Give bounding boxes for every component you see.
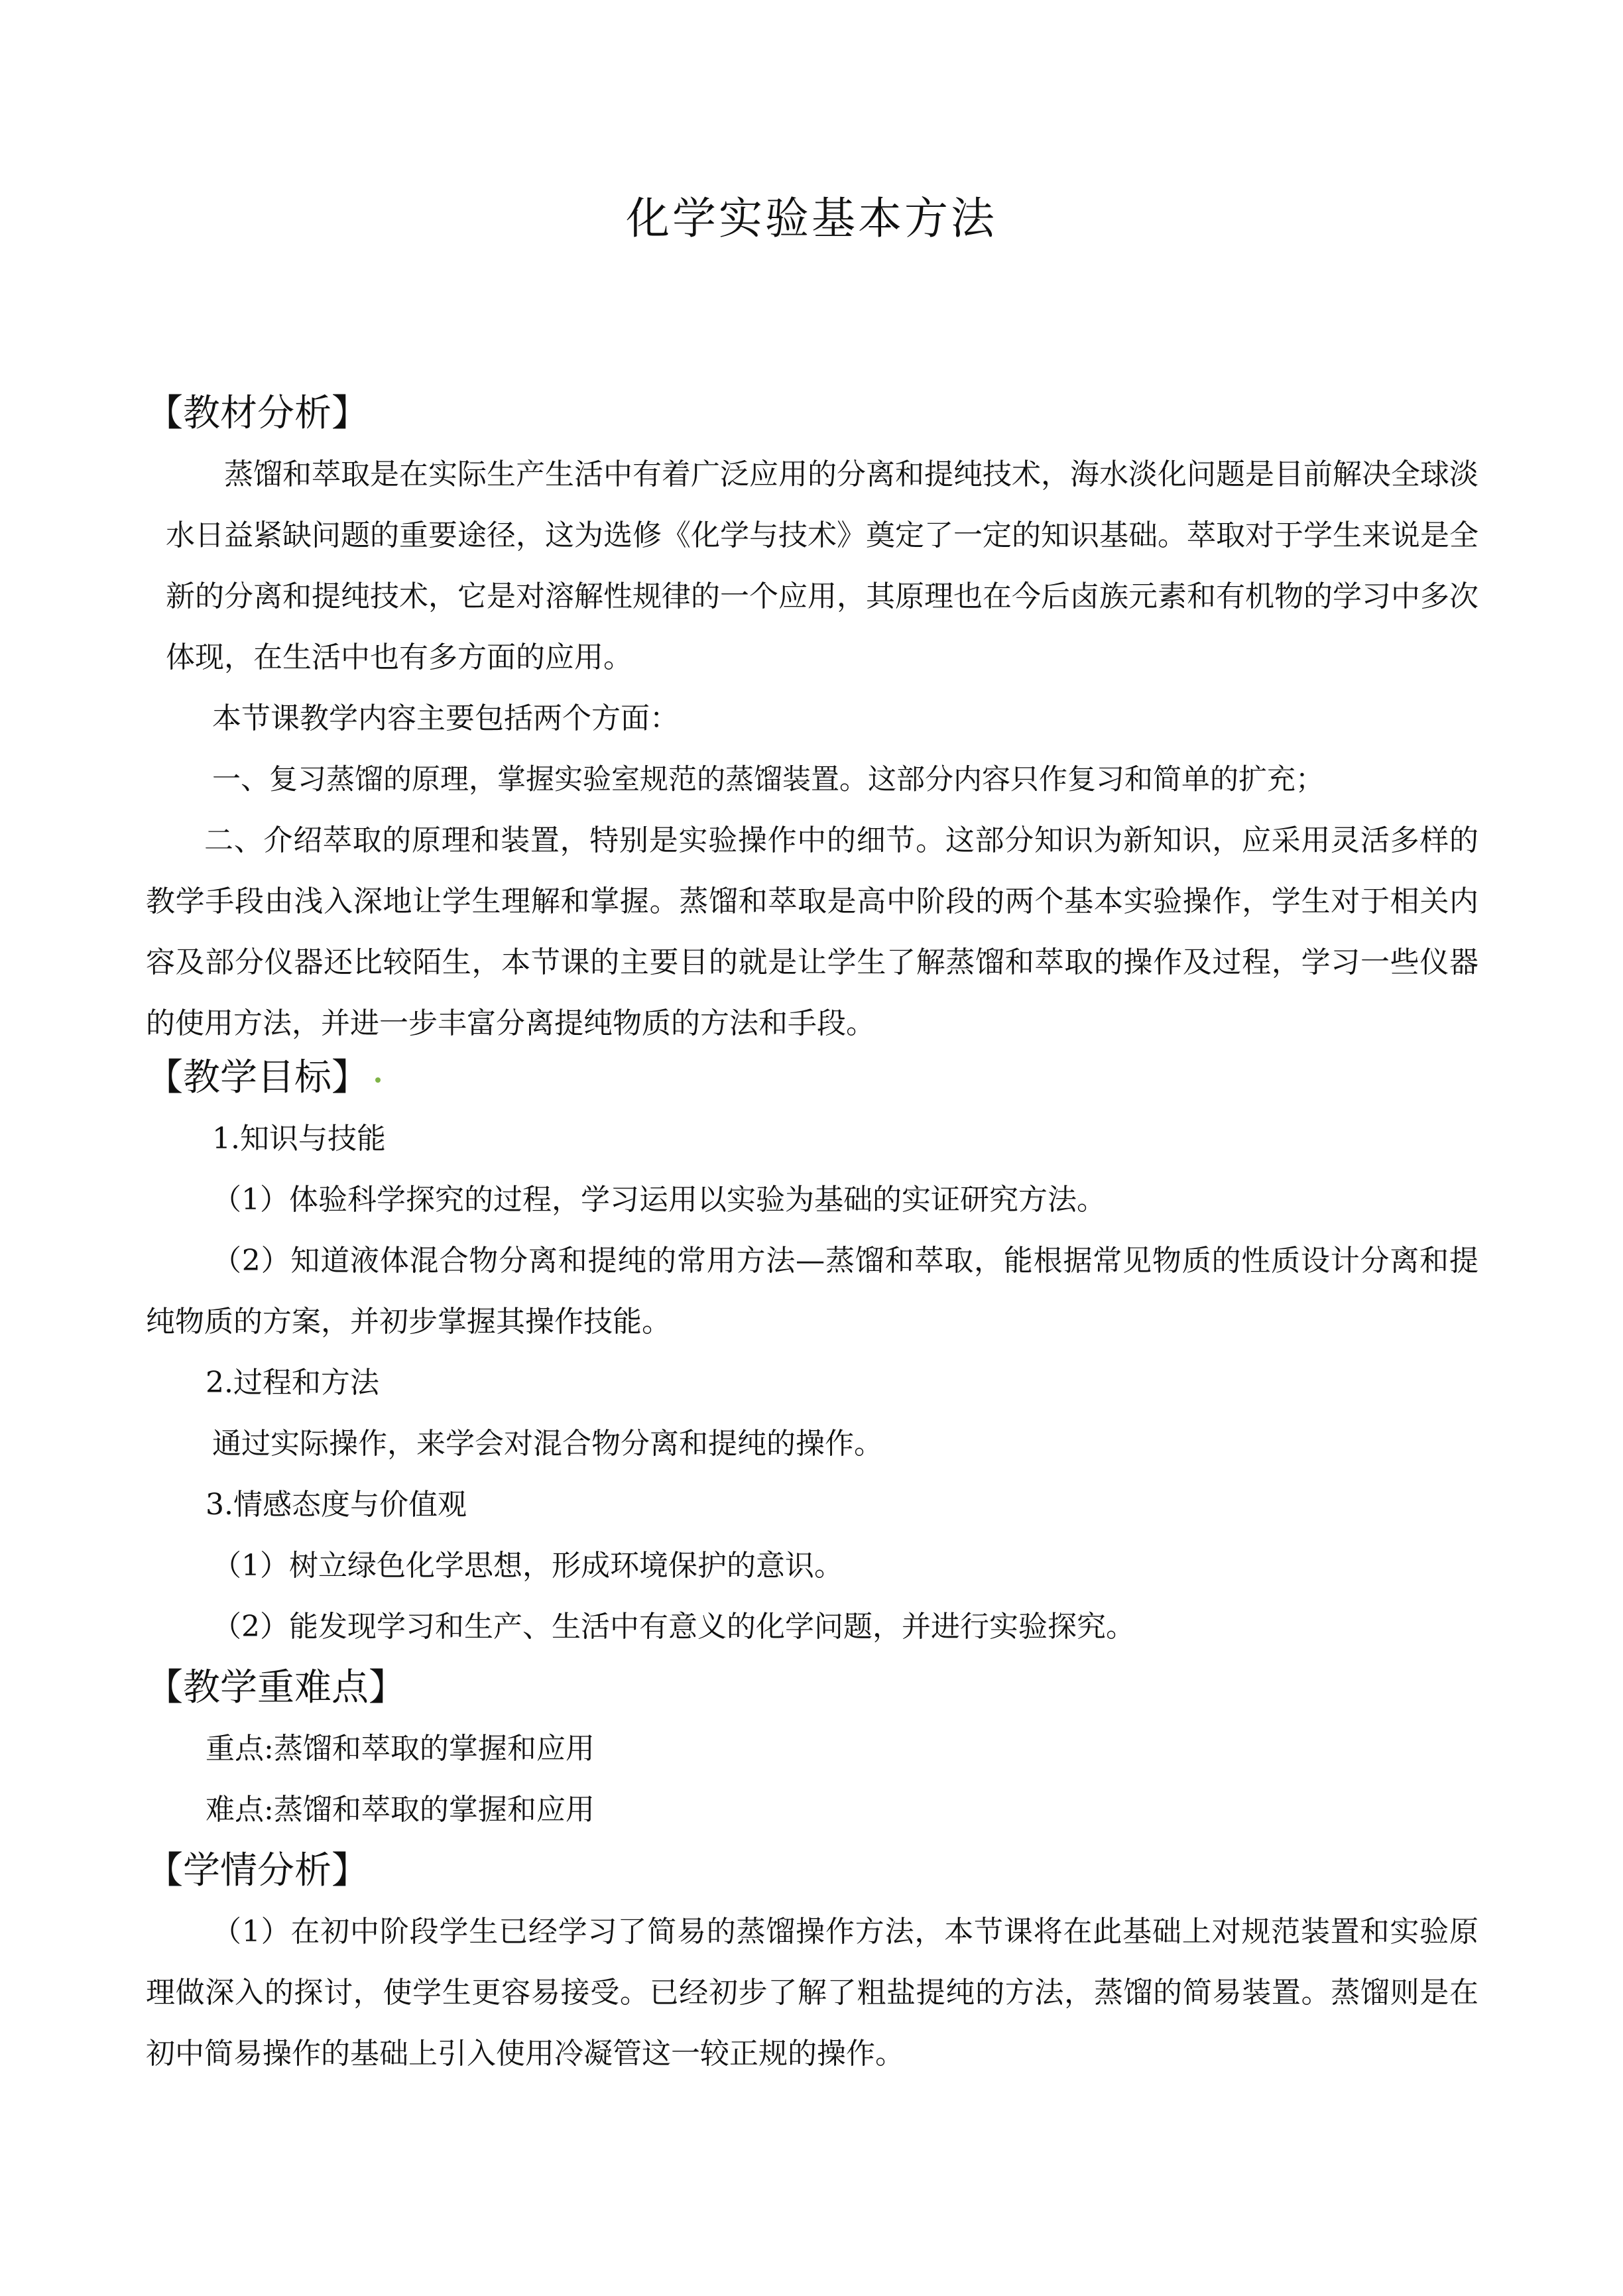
goal-emotion-values: 3.情感态度与价值观 [206, 1488, 467, 1522]
key-point-difficult: 难点:蒸馏和萃取的掌握和应用 [206, 1793, 595, 1827]
document-title: 化学实验基本方法 [626, 193, 997, 244]
section-key-points [146, 1658, 1478, 1841]
editor-mark-icon [375, 1077, 381, 1083]
goal-knowledge-skills: 1.知识与技能 [212, 1122, 386, 1156]
heading-teaching-goals [146, 1048, 1478, 1109]
paragraph-textbook-analysis-1: 蒸馏和萃取是在实际生产生活中有着广泛应用的分离和提纯技术，海水淡化问题是目前解决全球淡水日益紧缺问题的重要途径，这为选修《化学与技术》奠定了一定的知识基础。萃取对于学生来说是全新的分离和提纯技术，它是对溶解性规律的一个应用，其原理也在今后卤族元素和有机物的学习中多次体现，在生活中也有多方面的应用。 [166, 457, 1478, 674]
heading-key-points: 【教学重难点】 [146, 1666, 406, 1709]
heading-textbook-analysis: 【教材分析】 [146, 392, 369, 435]
goal-knowledge-item-2: （2）知道液体混合物分离和提纯的常用方法—蒸馏和萃取，能根据常见物质的性质设计分离和提纯物质的方案，并初步掌握其操作技能。 [146, 1244, 1478, 1339]
heading-teaching-goals-text: 【教学目标】 [146, 1056, 369, 1099]
paragraph-textbook-analysis-2: 本节课教学内容主要包括两个方面： [212, 701, 679, 735]
section-student-analysis [146, 1841, 1478, 2085]
goal-process-item-1: 通过实际操作，来学会对混合物分离和提纯的操作。 [212, 1427, 883, 1461]
goal-emotion-item-2: （2）能发现学习和生产、生活中有意义的化学问题，并进行实验探究。 [212, 1610, 1135, 1644]
section-teaching-goals [146, 1048, 1478, 1658]
heading-student-analysis: 【学情分析】 [146, 1849, 369, 1892]
paragraph-textbook-analysis-4: 二、介绍萃取的原理和装置，特别是实验操作中的细节。这部分知识为新知识，应采用灵活多样的教学手段由浅入深地让学生理解和掌握。蒸馏和萃取是高中阶段的两个基本实验操作，学生对于相关内容及部分仪器还比较陌生，本节课的主要目的就是让学生了解蒸馏和萃取的操作及过程，学习一些仪器的使用方法，并进一步丰富分离提纯物质的方法和手段。 [146, 823, 1478, 1040]
paragraph-textbook-analysis-3: 一、复习蒸馏的原理，掌握实验室规范的蒸馏装置。这部分内容只作复习和简单的扩充； [212, 763, 1324, 796]
key-point-important: 重点:蒸馏和萃取的掌握和应用 [206, 1732, 595, 1766]
goal-emotion-item-1: （1）树立绿色化学思想，形成环境保护的意识。 [212, 1549, 843, 1583]
goal-process-methods: 2.过程和方法 [206, 1366, 379, 1400]
section-textbook-analysis [146, 383, 1478, 1054]
paragraph-student-analysis-1: （1）在初中阶段学生已经学习了简易的蒸馏操作方法，本节课将在此基础上对规范装置和实验原理做深入的探讨，使学生更容易接受。已经初步了解了粗盐提纯的方法，蒸馏的简易装置。蒸馏则是在初中简易操作的基础上引入使用冷凝管这一较正规的操作。 [146, 1915, 1478, 2071]
goal-knowledge-item-1: （1）体验科学探究的过程，学习运用以实验为基础的实证研究方法。 [212, 1183, 1106, 1217]
